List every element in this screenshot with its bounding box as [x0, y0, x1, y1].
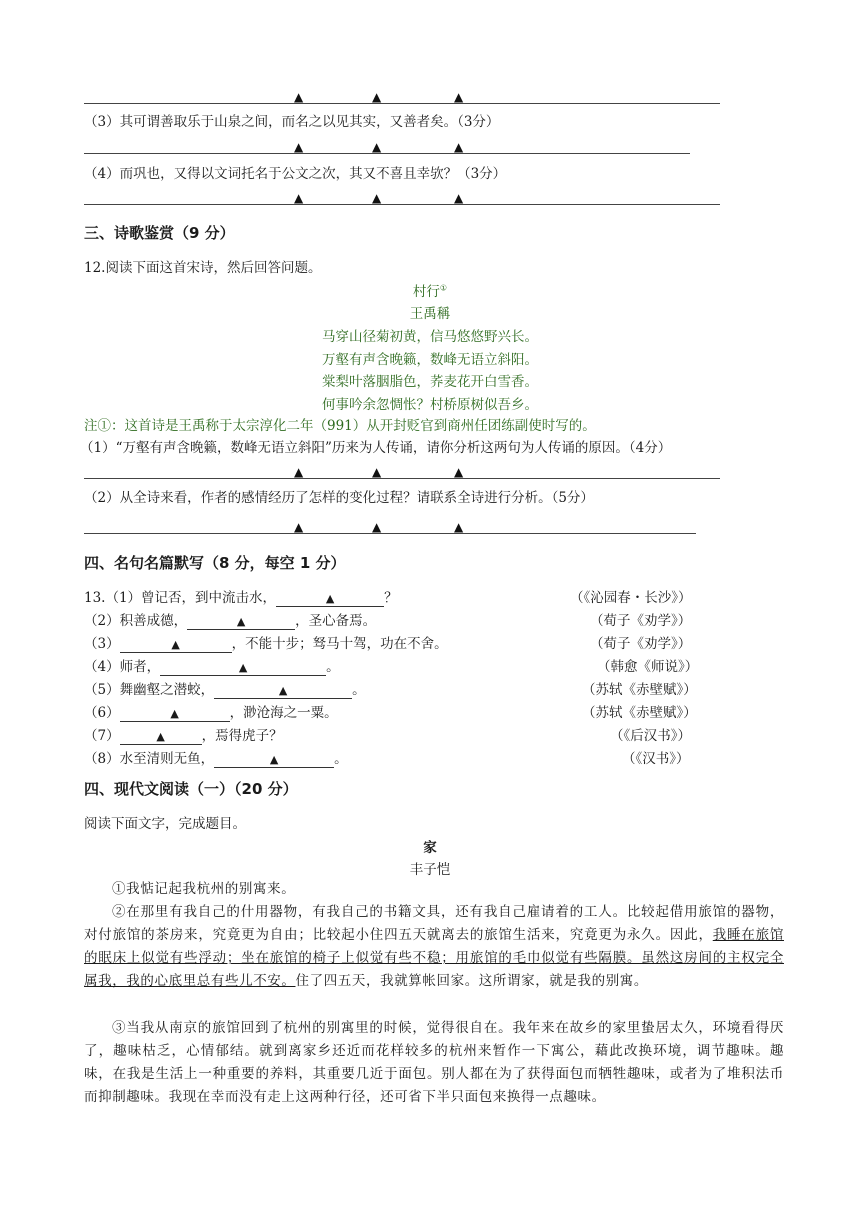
poem-title: 村行	[412, 284, 440, 300]
recitation-item	[84, 747, 348, 768]
answer-marker: ▲	[372, 520, 382, 534]
item-suffix: ，圣心备焉。	[295, 613, 377, 629]
item-suffix: 。	[352, 682, 366, 698]
recitation-item	[84, 655, 340, 676]
section-heading-recitation: 四、名句名篇默写（8 分，每空 1 分）	[84, 554, 346, 572]
reading-prompt: 阅读下面文字，完成题目。	[84, 816, 246, 832]
source-citation: （荀子《劝学》）	[590, 636, 692, 652]
item-prefix: （7）	[84, 728, 120, 744]
answer-marker: ▲	[294, 140, 304, 154]
poem-author: 王禹稱	[409, 306, 451, 322]
paragraph-1: ①我惦记起我杭州的别寓来。	[112, 881, 296, 897]
recitation-item	[84, 678, 366, 699]
question-12-2: （2）从全诗来看，作者的感情经历了怎样的变化过程？请联系全诗进行分析。（5分）	[84, 490, 594, 506]
section-heading-reading: 四、现代文阅读（一）（20 分）	[84, 780, 298, 798]
recitation-item	[84, 701, 338, 722]
recitation-item	[84, 724, 283, 745]
answer-underline	[84, 153, 690, 154]
poem-line: 何事吟余忽惆怅？村桥原树似吾乡。	[322, 397, 538, 413]
answer-underline	[84, 204, 720, 205]
article-title: 家	[423, 840, 437, 856]
item-prefix: （3）	[84, 636, 120, 652]
answer-marker: ▲	[454, 90, 464, 104]
answer-marker: ▲	[294, 90, 304, 104]
answer-marker: ▲	[454, 191, 464, 205]
paragraph-2-text-end: 住了四五天，我就算帐回家。这所谓家，就是我的别寓。	[295, 973, 648, 989]
answer-marker: ▲	[454, 140, 464, 154]
blank-field[interactable]: ▲	[120, 638, 232, 653]
poem-line: 棠梨叶落胭脂色，荞麦花开白雪香。	[322, 374, 538, 390]
blank-field[interactable]: ▲	[120, 707, 230, 722]
item-suffix: ，不能十步；驽马十驾，功在不舍。	[231, 636, 448, 652]
source-citation: （《后汉书》）	[610, 728, 691, 744]
item-prefix: 13.（1）曾记否，到中流击水，	[84, 590, 277, 606]
source-citation: （《汉书》）	[622, 751, 690, 767]
question-12-prompt: 12.阅读下面这首宋诗，然后回答问题。	[84, 260, 322, 276]
answer-underline	[84, 478, 720, 479]
source-citation: （韩愈《师说》）	[597, 659, 699, 675]
item-suffix: 。	[326, 659, 340, 675]
item-prefix: （2）积善成德，	[84, 613, 188, 629]
item-prefix: （8）水至清则无鱼，	[84, 751, 215, 767]
blank-field[interactable]: ▲	[120, 730, 202, 745]
item-prefix: （4）师者，	[84, 659, 161, 675]
answer-marker: ▲	[294, 520, 304, 534]
item-suffix: ，焉得虎子？	[201, 728, 283, 744]
answer-marker: ▲	[372, 140, 382, 154]
source-citation: （苏轼《赤壁赋》）	[582, 705, 697, 721]
source-citation: （荀子《劝学》）	[590, 613, 692, 629]
blank-field[interactable]: ▲	[276, 592, 384, 607]
underlined-sentence: 我睡在旅馆的眠床上似觉有些浮动；坐在旅馆的椅子上似觉有些不稳；用旅馆的毛巾似觉有些隔膜。虽然这房间的主权完全属我，我的心底里总有些儿不安。	[84, 927, 784, 989]
source-citation: （苏轼《赤壁赋》）	[582, 682, 697, 698]
question-11-3: （3）其可谓善取乐于山泉之间，而名之以见其实，又善者矣。（3分）	[84, 114, 500, 130]
item-prefix: （6）	[84, 705, 120, 721]
paragraph-2	[84, 901, 784, 993]
section-heading-poetry: 三、诗歌鉴赏（9 分）	[84, 224, 235, 242]
recitation-item	[84, 586, 398, 607]
answer-marker: ▲	[454, 520, 464, 534]
recitation-item	[84, 609, 376, 630]
answer-marker: ▲	[372, 90, 382, 104]
blank-field[interactable]: ▲	[187, 615, 295, 630]
answer-marker: ▲	[372, 465, 382, 479]
question-11-4: （4）而巩也，又得以文词托名于公文之次，其又不喜且幸欤？（3分）	[84, 166, 507, 182]
item-suffix: ，渺沧海之一粟。	[229, 705, 338, 721]
poem-note: 注①：这首诗是王禹称于太宗淳化二年（991）从开封贬官到商州任团练副使时写的。	[84, 418, 596, 434]
source-citation: （《沁园春・长沙》）	[570, 590, 692, 606]
answer-underline	[84, 533, 696, 534]
poem-title-note: ①	[439, 283, 448, 293]
answer-marker: ▲	[454, 465, 464, 479]
poem-line: 万壑有声含晚籁，数峰无语立斜阳。	[322, 352, 538, 368]
item-suffix: 。	[334, 751, 348, 767]
poem-title-block	[0, 280, 860, 300]
blank-field[interactable]: ▲	[160, 661, 326, 676]
item-prefix: （5）舞幽壑之潜蛟，	[84, 682, 215, 698]
paragraph-3: ③当我从南京的旅馆回到了杭州的别寓里的时候，觉得很自在。我年来在故乡的家里蛰居太久，环境看得厌了，趣味枯乏，心情郁结。就到离家乡还近而花样较多的杭州来暂作一下寓公，藉此改换环境，调节趣味。趣味，在我是生活上一种重要的养料，其重要几近于面包。别人都在为了获得面包而牺牲趣味，或者为了堆积法币而抑制趣味。我现在幸而没有走上这两种行径，还可省下半只面包来换得一点趣味。	[84, 1020, 784, 1105]
blank-field[interactable]: ▲	[214, 684, 352, 699]
answer-marker: ▲	[294, 465, 304, 479]
answer-marker: ▲	[372, 191, 382, 205]
answer-marker: ▲	[294, 191, 304, 205]
question-12-1: （1）“万壑有声含晚籁，数峰无语立斜阳”历来为人传诵，请你分析这两句为人传诵的原因。（4分）	[80, 440, 672, 456]
article-author: 丰子恺	[409, 862, 451, 878]
answer-underline	[84, 103, 720, 104]
paragraph-2-text: ②在那里有我自己的什用器物，有我自己的书籍文具，还有我自己雇请着的工人。比较起借用旅馆的器物，对付旅馆的茶房来，究竟更为自由；比较起小住四五天就离去的旅馆生活来，究竟更为永久。因此，	[84, 904, 784, 943]
blank-field[interactable]: ▲	[214, 753, 334, 768]
poem-line: 马穿山径菊初黄，信马悠悠野兴长。	[322, 329, 538, 345]
recitation-item	[84, 632, 448, 653]
item-suffix: ？	[384, 590, 398, 606]
